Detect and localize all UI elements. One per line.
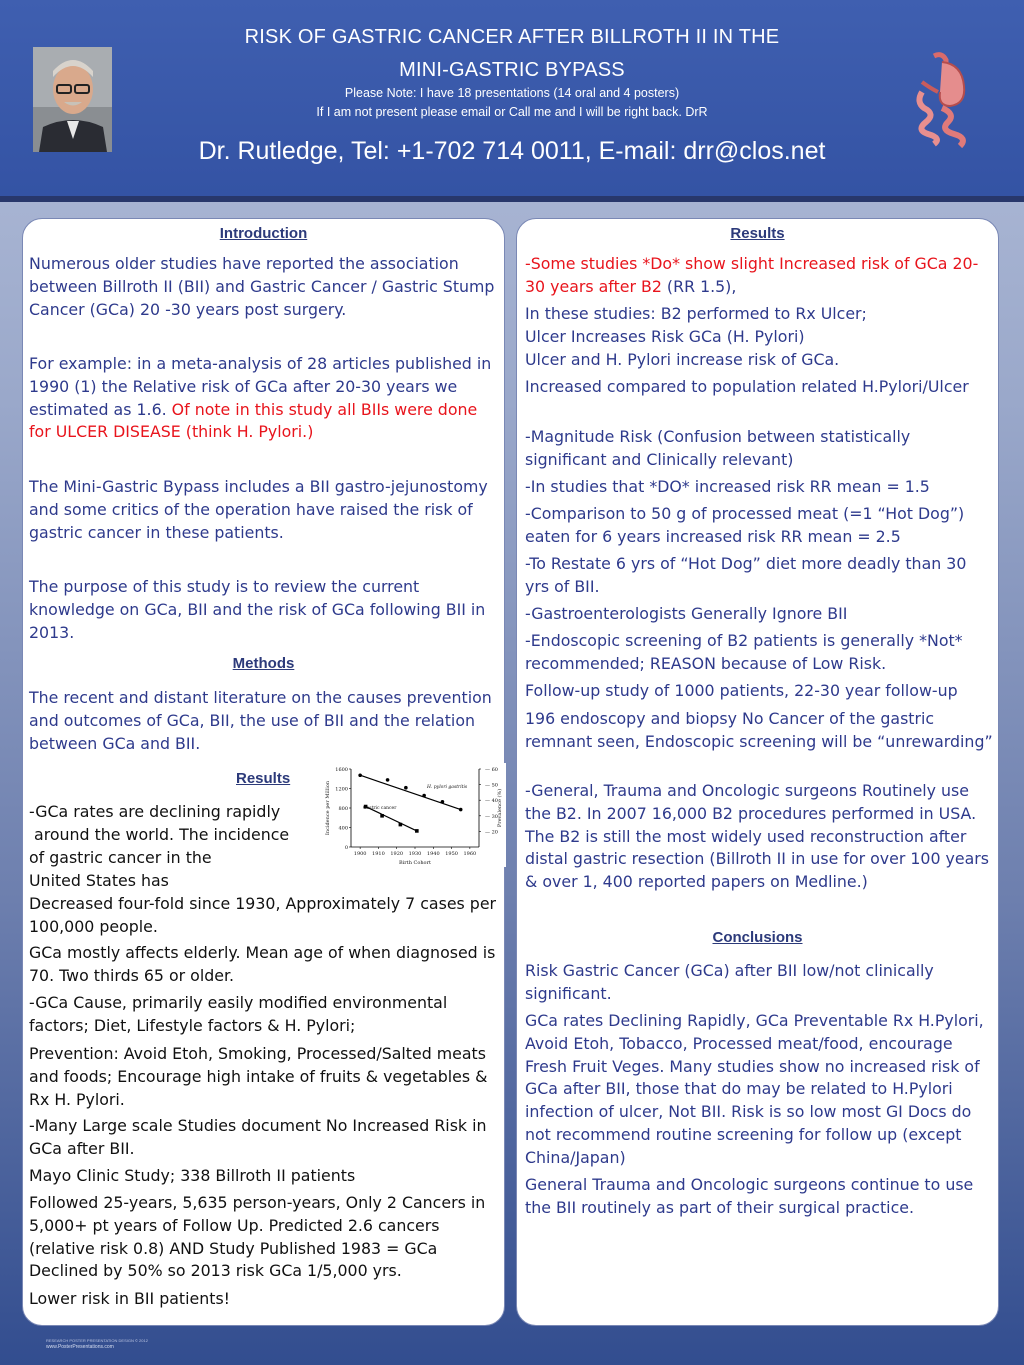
presenter-note-line1: Please Note: I have 18 presentations (14 oral and 4 posters) [344,86,680,100]
chart-axes [325,767,503,866]
stomach-bypass-icon [912,52,976,148]
chart-x-tick-label: 1940 [426,851,440,857]
right-paragraph-6: -Comparison to 50 g of processed meat (=1 “Hot Dog”) eaten for 6 years increased risk RR mean = 2.5 [525,504,965,546]
chart-x-tick-label: 1910 [372,851,385,857]
results-line-4: United States has [29,871,169,890]
right-paragraph-2-line1: In these studies: B2 performed to Rx Ulcer; [525,304,867,323]
chart-y-tick-label-right: — 40 [485,798,498,805]
intro-paragraph-1: Numerous older studies have reported the association between Billroth II (BII) and Gastric Cancer / Gastric Stump Cancer (GCa) 20 -30 years post surgery. [29,254,495,319]
results-paragraph-studies: -Many Large scale Studies document No Increased Risk in GCa after BII. [29,1116,487,1158]
chart-y-tick-label-left: 1600 [335,767,348,773]
chart-y-axis-label-left: Incidence per Million [325,780,331,836]
right-paragraph-5: -In studies that *DO* increased risk RR mean = 1.5 [525,477,930,496]
right-paragraph-2-line2: Ulcer Increases Risk GCa (H. Pylori) [525,327,805,346]
chart-x-tick-label: 1900 [353,851,367,857]
results-paragraph-followup: Followed 25-years, 5,635 person-years, Only 2 Cancers in 5,000+ pt years of Follow Up. Predicted 2.6 cancers (relative risk 0.8) AND Study Published 1983 = GCa Declined by 50% so 2013 risk GCa 1/5,000 yrs. [29,1193,486,1281]
chart-y-tick-label-right: — 60 [485,767,498,773]
chart-y-tick-label-right: — 20 [485,829,498,836]
right-paragraph-8: -Gastroenterologists Generally Ignore BII [525,604,848,623]
conclusions-heading: Conclusions [712,929,803,946]
results-heading-right: Results [730,225,785,242]
chart-point-hpylori [422,794,426,798]
conclusion-paragraph-3: General Trauma and Oncologic surgeons continue to use the BII routinely as part of their surgical practice. [525,1175,974,1217]
chart-point-hpylori [459,808,463,812]
introduction-heading: Introduction [219,225,308,242]
chart-x-tick-label: 1960 [463,851,477,857]
chart-y-tick-label-left: 400 [338,825,348,832]
results-paragraph-mayo: Mayo Clinic Study; 338 Billroth II patients [29,1166,356,1185]
chart-label-cancer: Gastric cancer [363,806,397,811]
chart-x-tick-label: 1930 [408,851,422,857]
birth-cohort-chart [323,763,506,867]
chart-y-tick-label-left: 0 [344,845,348,851]
results-line-3: of gastric cancer in the [29,848,212,867]
results-paragraph-cause: -GCa Cause, primarily easily modified environmental factors; Diet, Lifestyle factors & H. Pylori; [29,993,448,1035]
chart-y-tick-label-left: 800 [338,806,348,812]
intro-paragraph-2-main: For example: in a meta-analysis of 28 articles published in 1990 (1) the Relative risk of GCa after 20-30 years we estimated as 1.6. [29,354,492,419]
intro-paragraph-4: The purpose of this study is to review the current knowledge on GCa, BII and the risk of GCa following BII in 2013. [29,577,486,642]
intro-paragraph-2-highlight: Of note in this study all BIIs were done for ULCER DISEASE (think H. Pylori.) [29,399,478,442]
chart-x-tick-label: 1920 [390,851,404,857]
right-paragraph-10: Follow-up study of 1000 patients, 22-30 year follow-up [525,681,958,700]
results-heading-left: Results [236,770,291,787]
poster-title-line2: MINI-GASTRIC BYPASS [399,59,625,81]
poster-header [0,0,1024,202]
footer-credit: RESEARCH POSTER PRESENTATION DESIGN © 2012 [46,1338,148,1343]
chart-x-tick-label: 1950 [445,851,458,857]
results-line-2: around the world. The incidence [29,825,290,844]
chart-point-hpylori [404,786,408,790]
chart-point-hpylori [358,773,362,777]
poster-title-line1: RISK OF GASTRIC CANCER AFTER BILLROTH II IN THE [244,26,780,48]
chart-x-axis-label: Birth Cohort [399,860,431,866]
conclusion-paragraph-2: GCa rates Declining Rapidly, GCa Preventable Rx H.Pylori, Avoid Etoh, Tobacco, Processed meat/food, encourage Fresh Fruit Veges. Many studies show no increased risk of GCa after BII, those that do may be related to H.Pylori infection of ulcer, Not BII. Risk is so low most GI Docs do not recommend routine screening for follow up (except China/Japan) [525,1011,984,1167]
right-paragraph-12: -General, Trauma and Oncologic surgeons Routinely use the B2. In 2007 16,000 B2 procedures performed in USA. The B2 is still the most widely used reconstruction after distal gastric resection (Billroth II in use for over 100 years & over 1, 400 reported papers on Medline.) [525,781,990,892]
right-paragraph-11: 196 endoscopy and biopsy No Cancer of the gastric remnant seen, Endoscopic screening will be “unrewarding” [525,709,993,751]
results-paragraph-age: GCa mostly affects elderly. Mean age of when diagnosed is 70. Two thirds 65 or older. [29,943,496,985]
methods-paragraph: The recent and distant literature on the causes prevention and outcomes of GCa, BII, the use of BII and the relation between GCa and BII. [29,688,492,753]
results-paragraph-lower-risk: Lower risk in BII patients! [29,1289,231,1308]
right-paragraph-1-rest: (RR 1.5), [661,276,737,296]
chart-marks [358,773,468,832]
results-line-5: Decreased four-fold since 1930, Approximately 7 cases per 100,000 people. [29,894,497,936]
results-line-1: -GCa rates are declining rapidly [29,802,281,821]
chart-label-hpylori: H. pylori gastritis [427,785,468,790]
footer-url: www.PosterPresentations.com [46,1344,114,1350]
chart-point-cancer [380,814,384,818]
right-paragraph-3: Increased compared to population related H.Pylori/Ulcer [525,377,969,396]
right-paragraph-4: -Magnitude Risk (Confusion between statistically significant and Clinically relevant) [525,427,911,469]
intro-paragraph-2 [29,353,497,444]
right-paragraph-2-line3: Ulcer and H. Pylori increase risk of GCa. [525,350,840,369]
chart-y-tick-label-right: — 30 [485,813,498,820]
chart-y-tick-label-right: — 50 [485,782,498,789]
results-paragraph-prevention: Prevention: Avoid Etoh, Smoking, Processed/Salted meats and foods; Encourage high intake of fruits & vegetables & Rx H. Pylori. [29,1044,488,1109]
chart-series-line [360,775,461,809]
conclusion-paragraph-1: Risk Gastric Cancer (GCa) after BII low/not clinically significant. [525,961,934,1003]
contact-info: Dr. Rutledge, Tel: +1-702 714 0011, E-mail: drr@clos.net [198,137,826,165]
right-paragraph-1 [525,253,995,299]
intro-paragraph-3: The Mini-Gastric Bypass includes a BII gastro-jejunostomy and some critics of the operation have raised the risk of gastric cancer in these patients. [29,477,488,542]
chart-point-cancer [399,823,403,827]
chart-point-hpylori [441,800,445,804]
right-paragraph-7: -To Restate 6 yrs of “Hot Dog” diet more deadly than 30 yrs of BII. [525,554,967,596]
chart-y-axis-label-right: Prevalence (%) [497,788,503,828]
birth-cohort-figure [323,763,506,867]
right-column-panel [516,218,999,1326]
left-column-panel [22,218,505,1326]
right-paragraph-1-highlight: -Some studies *Do* show slight Increased risk of GCa 20-30 years after B2 [525,254,979,296]
chart-point-hpylori [386,778,390,782]
chart-y-tick-label-left: 1200 [335,786,348,793]
methods-heading: Methods [232,655,295,672]
chart-point-cancer [415,829,419,833]
presenter-note-line2: If I am not present please email or Call me and I will be right back. DrR [316,105,708,119]
right-paragraph-9: -Endoscopic screening of B2 patients is generally *Not* recommended; REASON because of Low Risk. [525,631,963,673]
